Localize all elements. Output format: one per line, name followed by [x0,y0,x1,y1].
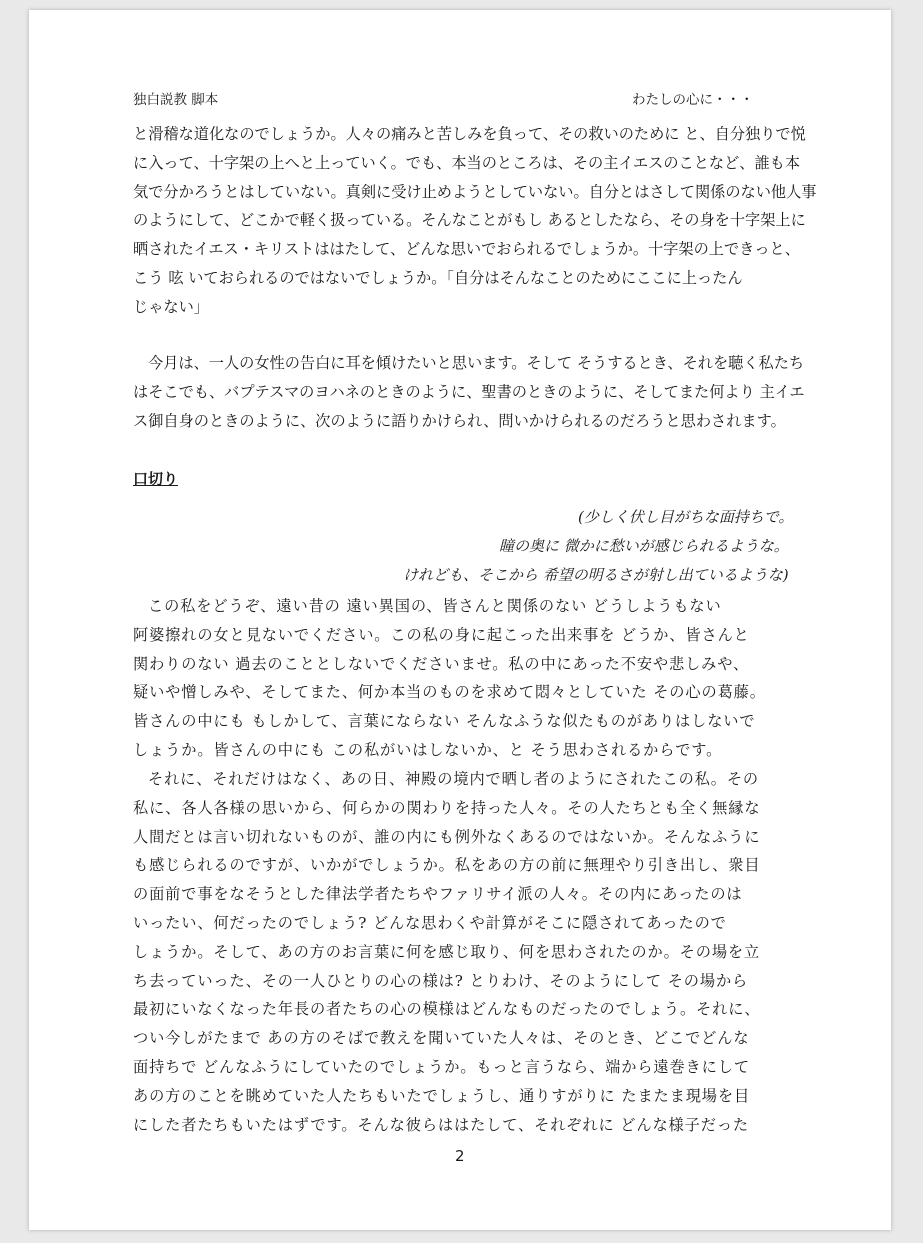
text-line: 気で分かろうとはしていない。真剣に受け止めようとしていない。自分とはさして関係のない他人事 [133,182,817,201]
monologue-paragraph-1 [133,592,795,765]
page-number: 2 [455,1147,465,1165]
text-line: この私をどうぞ、遠い昔の 遠い異国の、皆さんと関係のない どうしようもない [148,597,722,615]
text-line: いったい、何だったのでしょう? どんな思わくや計算がそこに隠されてあったので [133,913,727,932]
text-line: と滑稽な道化なのでしょうか。人々の痛みと苦しみを負って、その救いのために と、自分独りで悦 [133,125,806,143]
header-subtitle: わたしの心に・・・ [632,92,754,108]
section-heading: 口切り [133,470,179,488]
text-line: 晒されたイエス・キリストははたして、どんな思いでおられるでしょうか。十字架の上できっと、 [133,240,800,259]
text-line: はそこでも、バプテスマのヨハネのときのように、聖書のときのように、そしてまた何より 主イエ [133,382,805,401]
text-line: 阿婆擦れの女と見ないでください。この私の身に起こった出来事を どうか、皆さんと [133,625,750,644]
monologue-paragraph-2 [133,765,795,1139]
text-line: あの方のことを眺めていた人たちもいたでしょうし、通りすがりに たまたま現場を目 [133,1086,751,1105]
text-line: 私に、各人各様の思いから、何らかの関わりを持った人々。その人たちとも全く無縁な [133,798,761,817]
text-line: のようにして、どこかで軽く扱っている。そんなことがもし あるとしたなら、その身を十字架上に [133,211,806,230]
intro-paragraph [133,120,817,322]
header-title: 独白説教 脚本 [133,92,219,108]
stage-direction: けれども、そこから 希望の明るさが射し出ているような) [403,566,789,584]
text-line: も感じられるのですが、いかがでしょうか。私をあの方の前に無理やり引き出し、衆目 [133,856,761,875]
month-paragraph [133,349,805,435]
text-line: の面前で事をなそうとした律法学者たちやファリサイ派の人々。その内にあったのは [133,885,743,904]
text-line: 皆さんの中にも もしかして、言葉にならない そんなふうな似たものがありはしないで [133,712,756,731]
stage-direction: 瞳の奥に 微かに愁いが感じられるような。 [499,537,789,555]
text-line: にした者たちもいたはずです。そんな彼らははたして、それぞれに どんな様子だった [133,1115,749,1134]
text-line: しょうか。皆さんの中にも この私がいはしないか、と そう思わされるからです。 [133,740,723,759]
text-line: 関わりのない 過去のこととしないでくださいませ。私の中にあった不安や悲しみや、 [133,654,750,673]
text-line: に入って、十字架の上へと上っていく。でも、本当のところは、その主イエスのことなど、誰も本 [133,153,801,172]
stage-direction: (少しく伏し目がちな面持ちで。 [578,508,794,526]
text-line: ち去っていった、その一人ひとりの心の様は? とりわけ、そのようにして その場から [133,971,749,990]
text-line: ス御自身のときのように、次のように語りかけられ、問いかけられるのだろうと思わされます。 [133,411,786,430]
text-line: 面持ちで どんなふうにしていたのでしょうか。もっと言うなら、端から遠巻きにして [133,1057,750,1076]
text-line: 疑いや憎しみや、そしてまた、何か本当のものを求めて悶々としていた その心の葛藤。 [133,683,766,702]
text-line: じゃない」 [133,297,209,316]
text-line: しょうか。そして、あの方のお言葉に何を感じ取り、何を思わされたのか。その場を立 [133,942,761,961]
text-line: 人間だとは言い切れないものが、誰の内にも例外なくあるのではないか。そんなふうに [133,827,761,846]
text-line: つい今しがたまで あの方のそばで教えを聞いていた人々は、そのとき、どこでどんな [133,1029,750,1048]
document-page [29,10,891,1230]
text-line: 最初にいなくなった年長の者たちの心の模様はどんなものだったのでしょう。それに、 [133,1000,761,1019]
text-line: こう 呟 いておられるのではないでしょうか。「自分はそんなことのためにここに上ったん [133,268,743,287]
text-line: 今月は、一人の女性の告白に耳を傾けたいと思います。そして そうするとき、それを聴く私たち [148,354,805,372]
text-line: それに、それだけはなく、あの日、神殿の境内で晒し者のようにされたこの私。その [148,770,760,788]
